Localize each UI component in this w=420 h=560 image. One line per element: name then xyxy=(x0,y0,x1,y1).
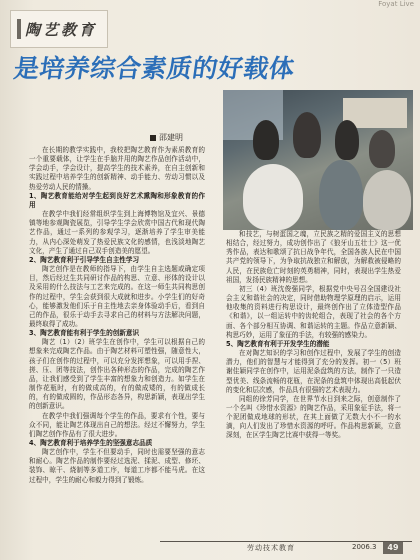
body-paragraph: 在对陶艺知识的学习和创作过程中，发展了学生的创造潜力，他们的智慧与才能得到了充分的发挥。初一（5）班谢佳颖同学在创作中，运用泥条盘筑的方法，制作了一只造型优美、线条流畅的花瓶，在泥条的盘筑中体现出高低起伏的变化和层次感，作品具有很强的艺术表现力。 xyxy=(226,349,401,394)
photo-person xyxy=(369,130,395,168)
photo-person xyxy=(293,112,321,158)
section-heading: 3、陶艺教育能有利于学生的创新意识 xyxy=(29,329,140,338)
photo-person xyxy=(363,170,411,230)
photo-person xyxy=(335,120,359,160)
body-paragraph: 陶艺（1）（2）班学生在创作中，学生可以根据自己的想象来完成陶艺作品。由于陶艺材料可塑性强，随意性大，孩子们在创作的过程中，可以充分发挥想象，可以用手捏、搓、压、团等技法，创作出各种形态的作品，完成的陶艺作品，让我们感受到了学生丰富的想象力和创造力。如学生在制作花瓶时，有的做成高的，有的做成矮的，有的做成长的，有的做成圆的，作品形态各异，构思新颖，表现出学生的创新意识。 xyxy=(29,338,205,411)
body-paragraph: 陶艺创作是在教师的指导下，由学生自主选题或确定项目，然后经过生共同研讨作品的构思、立意、形体的设计以及采用的什么技法与工艺来完成的。在这一师生共同构思创作的过程中，学生会获到很大成就和进步。小学生们的好奇心，能够激发他们乐于自主性地去亲身体验动手后，看到自己的作品，很乐于动手去寻求自己的材料与方法解决问题，最终取得了成功。 xyxy=(29,265,205,328)
photo-person xyxy=(319,160,363,230)
section-heading: 2、陶艺教育利于引导学生自主性学习 xyxy=(29,255,140,264)
column-tag xyxy=(10,10,108,48)
body-paragraph: 同组的徐芳同学，在世界节水日到来之际，创意制作了一个名叫《珍惜水资源》的陶艺作品，采用象征手法，将一个泥团做成地球的形状，在其上面做了无数大小不一的水滴，向人们发出了珍惜水资源的呼吁。作品构思新颖，立意深刻，在区学生陶艺比赛中获得一等奖。 xyxy=(226,394,401,440)
body-paragraph: 在长期的教学实践中，我校把陶艺教育作为素质教育的一个重要载体，让学生在手脑并用的陶艺作品创作活动中，学会动手，学会设计，提高学生的技术素养，在自主创新和实践过程中培养学生的创新精神、动手能力、劳动习惯以及热爱劳动人民的情操。 xyxy=(29,146,205,191)
section-heading: 4、陶艺教育利于培养学生的坚强意志品质 xyxy=(29,439,153,447)
page-footer xyxy=(0,530,420,560)
photo-person-teacher xyxy=(243,164,303,230)
body-paragraph: 在教学中我们强调每个学生的作品，要求有个性，要与众不同，能让陶艺体现出自己的想法。经过不懈努力，学生们陶艺创作作品有了很大进步。 xyxy=(29,411,205,438)
classroom-photo xyxy=(223,90,413,230)
article-column-right xyxy=(226,230,401,526)
magazine-name: 劳动技术教育 xyxy=(247,544,295,552)
article-column-left xyxy=(29,146,205,524)
body-paragraph: 在教学中我们经常组织学生到上海博物馆及宜兴、景德镇等地参观陶瓷展览，引导学生学会欣赏中国古代和现代陶艺作品，通过一系列的参观学习，逐渐培养了学生审美能力，从内心深处萌发了热爱民族文化的感情，也浅淡地陶艺文化，产生了通过自己双手创造美的愿望。 xyxy=(29,210,205,255)
byline xyxy=(150,133,216,143)
corner-mark: Foyat Live xyxy=(378,0,414,8)
section-heading: 1、陶艺教育能给对学生起到良好艺术熏陶和形象教育的作用 xyxy=(29,191,205,209)
column-tag-label: 陶艺教育 xyxy=(17,19,101,39)
photo-person xyxy=(253,120,279,160)
body-paragraph: 和技艺，与树蛋国之魂，立民族之精的爱国主义的思想相结合，经过努力，成功创作出了《狼牙山五壮士》这一优秀作品，表达和歌颂了抗日战争年代，全国各族人民在中国共产党的领导下，为争取抗战独立和解放，为解救被侵略的人民，在民族危亡时刻的英勇精神，同时，表现出学生热爱祖国，发扬民族精神的思想。 xyxy=(226,230,401,284)
body-paragraph: 陶艺创作中，学生不但要动手，同时也需要坚强的意志和耐心。陶艺作品的制作要经过选泥、揉泥、成型、修坯、装饰、晾干、烧制等多道工序，每道工序都不能马虎。在这过程中，学生的耐心和毅力得到了锻炼。 xyxy=(29,448,205,484)
byline-square-icon xyxy=(150,135,156,141)
issue-date: 2006.3 xyxy=(352,543,377,551)
author-name: 邵建明 xyxy=(159,133,183,142)
page-number: 49 xyxy=(383,542,403,554)
section-heading: 5、陶艺教育有利于开发学生的潜能 xyxy=(226,339,330,348)
body-paragraph: 初三（4）班沈俊强同学，根据党中央号召全国建设社会主义和谐社会的决定，同时借助物理学原理的启示，运用他收集的资料进行构思设计，最终创作出了立体造型作品《和谐》，以一组运转中的齿轮组合，表现了社会的各个方面、各个部分相互协调、和谐运转的主题。作品立意新颖、构思巧妙，运用了象征的手法，有较强的感染力。 xyxy=(226,284,401,339)
article-title: 是培养综合素质的好载体 xyxy=(12,54,297,83)
footer-rule xyxy=(160,541,412,542)
